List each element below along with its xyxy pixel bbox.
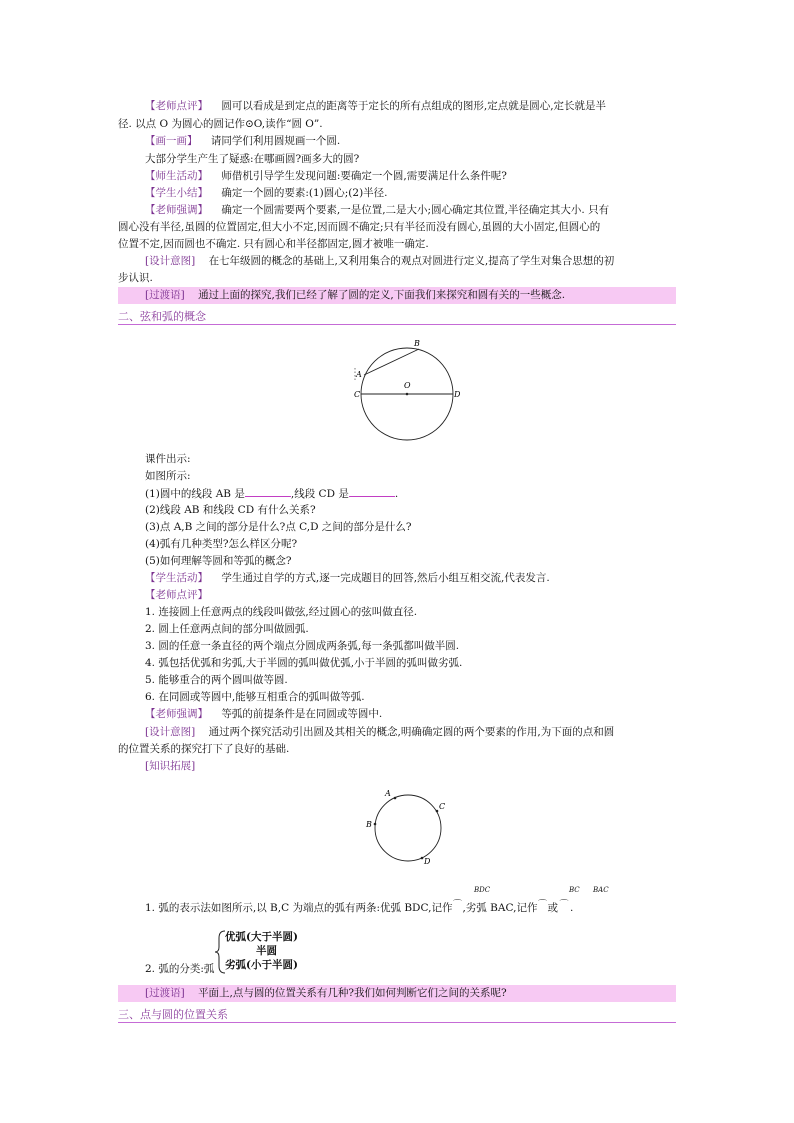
tag: [过渡语] — [145, 289, 185, 301]
design-intent-line — [145, 255, 614, 268]
label-o: O — [404, 381, 411, 390]
label-b: B — [366, 820, 372, 829]
label-c: C — [354, 390, 361, 399]
text-line: 的位置关系的探究打下了良好的基础. — [118, 743, 290, 755]
transition-line — [145, 987, 507, 1000]
label-a: A — [385, 789, 391, 798]
activity-line — [145, 572, 550, 585]
text: (1)圆中的线段 AB 是 — [145, 488, 245, 500]
major-arc-item: 优弧(大于半圆) — [225, 931, 298, 943]
arc-symbol: ⌒ — [452, 900, 462, 910]
arc-label-bdc: BDC — [474, 886, 491, 894]
label-d: D — [424, 857, 431, 866]
question-line: (5)如何理解等圆和等弧的概念? — [145, 555, 292, 567]
tag: [设计意图] — [145, 255, 196, 267]
circle-figure-2 — [358, 784, 458, 874]
text: 确定一个圆需要两个要素,一是位置,二是大小;圆心确定其位置,半径确定其大小. 只有 — [221, 204, 610, 216]
text: 通过两个探究活动引出圆及其相关的概念,明确确定圆的两个要素的作用,为下面的点和圆 — [208, 726, 615, 738]
transition-line — [145, 289, 565, 302]
teacher-comment-line — [145, 100, 606, 113]
text: 等弧的前提条件是在同圆或等圆中. — [221, 708, 383, 720]
text: . — [569, 902, 574, 914]
text: 师借机引导学生发现问题:要确定一个圆,需要满足什么条件呢? — [221, 170, 507, 182]
text: 请同学们利用圆规画一个圆. — [210, 135, 341, 147]
tag: [知识拓展] — [145, 760, 196, 772]
tag: 【老师点评】 — [145, 100, 208, 112]
text: 1. 弧的表示法如图所示,以 B,C 为端点的弧有两条:优弧 BDC,记作 — [145, 902, 453, 914]
point-c — [436, 810, 439, 813]
text: 平面上,点与圆的位置关系有几种?我们如何判断它们之间的关系呢? — [198, 987, 507, 999]
text: ,线段 CD 是 — [290, 488, 349, 500]
circle — [375, 795, 441, 861]
question-line: (4)弧有几种类型?怎么样区分呢? — [145, 538, 298, 550]
tag: 【画一画】 — [145, 135, 198, 147]
section-divider — [118, 324, 676, 325]
emphasis-line — [145, 708, 382, 721]
label-a: A — [356, 370, 362, 379]
arc-notation-line — [145, 902, 573, 916]
text: 或 — [547, 902, 558, 914]
label-c: C — [439, 802, 446, 811]
section-title: 二、弦和弧的概念 — [118, 310, 206, 323]
tag: 【师生活动】 — [145, 170, 208, 182]
text: 学生通过自学的方式,逐一完成题目的回答,然后小组互相交流,代表发言. — [221, 572, 550, 584]
arc-label-bc: BC — [569, 886, 580, 894]
center-point — [406, 393, 409, 396]
text-line: 径. 以点 O 为圆心的圆记作⊙O,读作“圆 O”. — [118, 118, 323, 130]
minor-arc-item: 劣弧(小于半圆) — [225, 959, 298, 971]
list-item: 1. 连接圆上任意两点的线段叫做弦,经过圆心的弦叫做直径. — [145, 606, 418, 618]
question-line: (2)线段 AB 和线段 CD 有什么关系? — [145, 504, 316, 516]
text: 在七年级圆的概念的基础上,又利用集合的观点对圆进行定义,提高了学生对集合思想的初 — [208, 255, 615, 267]
list-item: 4. 弧包括优弧和劣弧,大于半圆的弧叫做优弧,小于半圆的弧叫做劣弧. — [145, 657, 463, 669]
section-title: 三、点与圆的位置关系 — [118, 1008, 228, 1021]
arc-symbol: ⌒ — [537, 900, 547, 910]
classification-label: 2. 弧的分类:弧 — [145, 963, 215, 975]
text-line: 课件出示: — [145, 453, 191, 465]
label-d: D — [454, 390, 461, 399]
chord-ab — [364, 349, 419, 375]
emphasis-line — [145, 204, 609, 217]
list-item: 3. 圆的任意一条直径的两个端点分圆成两条弧,每一条弧都叫做半圆. — [145, 640, 460, 652]
text: ,劣弧 BAC,记作 — [462, 902, 538, 914]
list-item: 6. 在同圆或等圆中,能够互相重合的弧叫做等弧. — [145, 691, 365, 703]
text: 确定一个圆的要素:(1)圆心;(2)半径. — [221, 187, 388, 199]
tag: [过渡语] — [145, 987, 185, 999]
text-line: 圆心没有半径,虽圆的位置固定,但大小不定,因而圆不确定;只有半径而没有圆心,虽圆的大小固定,但圆心的 — [118, 221, 601, 233]
arc-symbol: ⌒ — [559, 900, 569, 910]
tag: 【老师强调】 — [145, 708, 208, 720]
label-b: B — [414, 339, 420, 348]
text: 圆可以看成是到定点的距离等于定长的所有点组成的图形,定点就是圆心,定长就是半 — [221, 100, 607, 112]
semicircle-item: 半圆 — [256, 945, 277, 957]
text-line: 步认识. — [118, 272, 153, 284]
knowledge-expand-line — [145, 760, 195, 773]
point-a — [394, 797, 397, 800]
answer-blank[interactable] — [349, 487, 395, 497]
tag: 【学生活动】 — [145, 572, 208, 584]
tag: [设计意图] — [145, 726, 196, 738]
design-intent-line — [145, 726, 614, 739]
section-divider — [118, 1022, 676, 1023]
text-line: 如图所示: — [145, 470, 191, 482]
question-1-line — [145, 487, 398, 501]
answer-blank[interactable] — [245, 487, 291, 497]
tag: 【老师强调】 — [145, 204, 208, 216]
text-line: 大部分学生产生了疑惑:在哪画圆?画多大的圆? — [145, 153, 360, 165]
point-d — [421, 857, 424, 860]
list-item: 2. 圆上任意两点间的部分叫做圆弧. — [145, 623, 309, 635]
tag: 【老师点评】 — [145, 589, 208, 601]
arc-label-bac: BAC — [593, 886, 609, 894]
draw-line — [145, 135, 340, 148]
text-line: 位置不定,因而圆也不确定. 只有圆心和半径都固定,圆才被唯一确定. — [118, 238, 429, 250]
question-line: (3)点 A,B 之间的部分是什么?点 C,D 之间的部分是什么? — [145, 521, 412, 533]
text: 通过上面的探究,我们已经了解了圆的定义,下面我们来探究和圆有关的一些概念. — [198, 289, 566, 301]
summary-line — [145, 187, 388, 200]
text: . — [394, 488, 399, 500]
list-item: 5. 能够重合的两个圆叫做等圆. — [145, 674, 288, 686]
activity-line — [145, 170, 507, 183]
point-b — [374, 823, 377, 826]
teacher-comment-line — [145, 589, 208, 602]
circle-figure-1 — [345, 334, 475, 444]
tag: 【学生小结】 — [145, 187, 208, 199]
